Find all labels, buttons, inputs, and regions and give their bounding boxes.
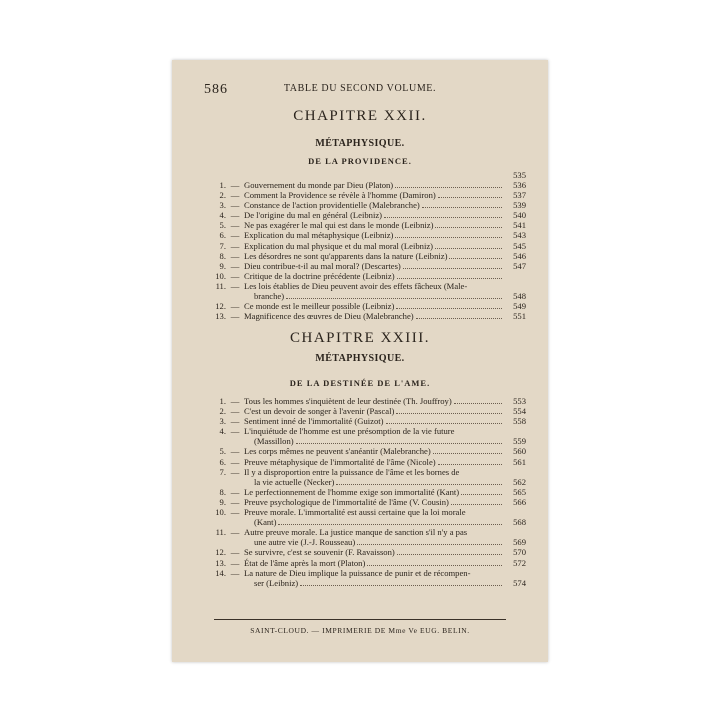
entry-continuation: la vie actuelle (Necker)	[254, 476, 335, 487]
entry-text: Preuve psychologique de l'immortalité de l'âme (V. Cousin)	[244, 496, 449, 507]
toc-entry	[208, 527, 526, 547]
entry-text: État de l'âme après la mort (Platon)	[244, 557, 366, 568]
section-title: MÉTAPHYSIQUE.	[315, 138, 405, 149]
toc-entry	[208, 241, 526, 251]
entry-text: Dieu contribue-t-il au mal moral? (Descartes)	[244, 260, 401, 271]
entry-number: 10.	[215, 270, 226, 281]
entry-text: Le perfectionnement de l'homme exige son immortalité (Kant)	[244, 486, 460, 497]
entry-continuation: branche)	[254, 291, 285, 302]
entry-dash: —	[230, 311, 240, 322]
entry-dash: —	[230, 396, 240, 406]
entry-text: Ne pas exagérer le mal qui est dans le monde (Leibniz)	[244, 220, 434, 231]
entry-dash: —	[230, 220, 240, 231]
entry-number: 9.	[219, 496, 226, 507]
toc-entry	[208, 180, 526, 190]
entry-number: 12.	[215, 301, 226, 312]
page-number: 586	[204, 82, 228, 97]
entry-dash: —	[230, 446, 240, 457]
entry-page: 558	[513, 416, 526, 427]
entry-dash: —	[230, 567, 240, 578]
entry-number: 6.	[219, 456, 226, 467]
entry-dash: —	[230, 466, 240, 477]
entry-page: 570	[513, 547, 526, 558]
entry-page: 574	[513, 577, 526, 588]
entry-number: 3.	[219, 200, 226, 211]
lead-page-number: 535	[513, 170, 526, 180]
entry-number: 6.	[219, 230, 226, 241]
toc-list	[208, 180, 526, 321]
toc-entry	[208, 426, 526, 446]
toc-entry	[208, 406, 526, 416]
entry-number: 2.	[219, 190, 226, 201]
entry-page: 562	[513, 476, 526, 487]
dot-leader	[300, 585, 502, 586]
entry-continuation: ser (Leibniz)	[254, 577, 299, 588]
toc-entry	[208, 190, 526, 200]
toc-entry	[208, 568, 526, 588]
entry-dash: —	[230, 496, 240, 507]
entry-number: 9.	[219, 260, 226, 271]
toc-entry	[208, 446, 526, 456]
entry-dash: —	[230, 426, 240, 437]
footer-rule	[214, 619, 506, 620]
dot-leader	[438, 197, 502, 198]
entry-continuation: (Kant)	[254, 517, 277, 528]
dot-leader	[461, 494, 502, 495]
entry-dash: —	[230, 456, 240, 467]
entry-number: 7.	[219, 466, 226, 477]
entry-number: 1.	[219, 180, 226, 190]
entry-continuation: (Massillon)	[254, 436, 294, 447]
dot-leader	[433, 453, 502, 454]
dot-leader	[396, 308, 502, 309]
dot-leader	[386, 423, 503, 424]
entry-text: La nature de Dieu implique la puissance de punir et de récompen-	[244, 567, 471, 578]
section-title: MÉTAPHYSIQUE.	[315, 353, 405, 364]
toc-entry	[208, 220, 526, 230]
entry-page: 553	[513, 396, 526, 406]
entry-dash: —	[230, 260, 240, 271]
dot-leader	[367, 565, 502, 566]
entry-text: Comment la Providence se révèle à l'homme (Damiron)	[244, 190, 436, 201]
entry-page: 554	[513, 406, 526, 417]
entry-number: 3.	[219, 416, 226, 427]
entry-number: 13.	[215, 557, 226, 568]
entry-number: 7.	[219, 240, 226, 251]
entry-text: De l'origine du mal en général (Leibniz)	[244, 210, 383, 221]
entry-dash: —	[230, 406, 240, 417]
entry-page: 541	[513, 220, 526, 231]
entry-number: 12.	[215, 547, 226, 558]
entry-text: Les désordres ne sont qu'apparents dans la nature (Leibniz)	[244, 250, 448, 261]
entry-continuation: une autre vie (J.-J. Rousseau)	[254, 537, 356, 548]
entry-page: 539	[513, 200, 526, 211]
entry-text: C'est un devoir de songer à l'avenir (Pascal)	[244, 406, 395, 417]
entry-page: 566	[513, 496, 526, 507]
subsection-title: DE LA DESTINÉE DE L'AME.	[289, 378, 431, 388]
entry-dash: —	[230, 230, 240, 241]
entry-dash: —	[230, 486, 240, 497]
entry-page: 549	[513, 301, 526, 312]
dot-leader	[395, 237, 502, 238]
entry-dash: —	[230, 240, 240, 251]
entry-text: Magnificence des œuvres de Dieu (Malebranche)	[244, 311, 414, 322]
entry-text: Preuve morale. L'immortalité est aussi certaine que la loi morale	[244, 507, 466, 518]
entry-page: 536	[513, 180, 526, 190]
toc-entry	[208, 497, 526, 507]
entry-number: 13.	[215, 311, 226, 322]
toc-entry	[208, 261, 526, 271]
entry-number: 1.	[219, 396, 226, 406]
entry-text: Gouvernement du monde par Dieu (Platon)	[244, 180, 394, 190]
entry-text: Critique de la doctrine précédente (Leibniz)	[244, 270, 395, 281]
entry-number: 10.	[215, 507, 226, 518]
entry-text: Explication du mal métaphysique (Leibniz)	[244, 230, 394, 241]
toc-entry	[208, 507, 526, 527]
entry-number: 2.	[219, 406, 226, 417]
chapter-title: CHAPITRE XXIII.	[290, 330, 430, 346]
entry-dash: —	[230, 507, 240, 518]
toc-entry	[208, 416, 526, 426]
dot-leader	[435, 227, 502, 228]
entry-page: 561	[513, 456, 526, 467]
dot-leader	[451, 504, 502, 505]
entry-text: Constance de l'action providentielle (Malebranche)	[244, 200, 420, 211]
dot-leader	[397, 278, 502, 279]
entry-page: 572	[513, 557, 526, 568]
entry-page: 547	[513, 260, 526, 271]
entry-dash: —	[230, 557, 240, 568]
toc-list	[208, 396, 526, 588]
entry-text: Se survivre, c'est se souvenir (F. Ravaisson)	[244, 547, 395, 558]
entry-text: Les lois établies de Dieu peuvent avoir des effets fâcheux (Male-	[244, 280, 468, 291]
dot-leader	[438, 464, 502, 465]
toc-entry	[208, 547, 526, 557]
entry-text: Preuve métaphysique de l'immortalité de l'âme (Nicole)	[244, 456, 436, 467]
entry-text: Explication du mal physique et du mal moral (Leibniz)	[244, 240, 434, 251]
entry-dash: —	[230, 527, 240, 538]
entry-page: 565	[513, 486, 526, 497]
dot-leader	[397, 554, 502, 555]
entry-page: 546	[513, 250, 526, 261]
dot-leader	[395, 187, 502, 188]
entry-page: 540	[513, 210, 526, 221]
entry-number: 8.	[219, 250, 226, 261]
toc-entry	[208, 558, 526, 568]
entry-number: 11.	[215, 527, 226, 538]
entry-page: 560	[513, 446, 526, 457]
toc-entry	[208, 281, 526, 301]
dot-leader	[384, 217, 502, 218]
entry-number: 11.	[215, 280, 226, 291]
dot-leader	[416, 318, 502, 319]
dot-leader	[422, 207, 502, 208]
entry-number: 8.	[219, 486, 226, 497]
entry-page: 537	[513, 190, 526, 201]
toc-entry	[208, 230, 526, 240]
subsection-title: DE LA PROVIDENCE.	[308, 156, 412, 166]
toc-entry	[208, 210, 526, 220]
colophon: SAINT-CLOUD. — IMPRIMERIE DE Mme Ve EUG. BELIN.	[250, 626, 470, 635]
entry-dash: —	[230, 190, 240, 201]
entry-page: 548	[513, 291, 526, 302]
entry-dash: —	[230, 280, 240, 291]
entry-dash: —	[230, 270, 240, 281]
entry-number: 5.	[219, 446, 226, 457]
dot-leader	[278, 524, 502, 525]
entry-number: 14.	[215, 567, 226, 578]
dot-leader	[357, 544, 502, 545]
entry-page: 559	[513, 436, 526, 447]
toc-entry	[208, 251, 526, 261]
toc-entry	[208, 396, 526, 406]
entry-page: 569	[513, 537, 526, 548]
dot-leader	[396, 413, 502, 414]
entry-dash: —	[230, 180, 240, 190]
entry-dash: —	[230, 210, 240, 221]
entry-dash: —	[230, 547, 240, 558]
entry-page: 568	[513, 517, 526, 528]
entry-number: 5.	[219, 220, 226, 231]
entry-dash: —	[230, 301, 240, 312]
dot-leader	[449, 258, 502, 259]
entry-text: L'inquiétude de l'homme est une présomption de la vie future	[244, 426, 455, 437]
dot-leader	[286, 298, 502, 299]
entry-number: 4.	[219, 426, 226, 437]
toc-entry	[208, 467, 526, 487]
entry-dash: —	[230, 200, 240, 211]
toc-entry	[208, 311, 526, 321]
toc-entry	[208, 457, 526, 467]
toc-entry	[208, 487, 526, 497]
entry-text: Sentiment inné de l'immortalité (Guizot)	[244, 416, 384, 427]
toc-entry	[208, 200, 526, 210]
toc-entry	[208, 301, 526, 311]
entry-number: 4.	[219, 210, 226, 221]
dot-leader	[296, 443, 502, 444]
dot-leader	[403, 268, 502, 269]
entry-page: 545	[513, 240, 526, 251]
book-page	[172, 60, 548, 662]
entry-text: Tous les hommes s'inquiètent de leur destinée (Th. Jouffroy)	[244, 396, 452, 406]
running-title: TABLE DU SECOND VOLUME.	[283, 83, 437, 94]
chapter-title: CHAPITRE XXII.	[293, 108, 427, 124]
toc-entry	[208, 271, 526, 281]
entry-text: Ce monde est le meilleur possible (Leibniz)	[244, 301, 395, 312]
entry-page: 543	[513, 230, 526, 241]
entry-text: Autre preuve morale. La justice manque de sanction s'il n'y a pas	[244, 527, 468, 538]
entry-text: Les corps mêmes ne peuvent s'anéantir (Malebranche)	[244, 446, 431, 457]
dot-leader	[336, 484, 502, 485]
entry-text: Il y a disproportion entre la puissance de l'âme et les bornes de	[244, 466, 460, 477]
entry-page: 551	[513, 311, 526, 322]
dot-leader	[435, 248, 502, 249]
entry-dash: —	[230, 416, 240, 427]
entry-dash: —	[230, 250, 240, 261]
dot-leader	[454, 403, 502, 404]
